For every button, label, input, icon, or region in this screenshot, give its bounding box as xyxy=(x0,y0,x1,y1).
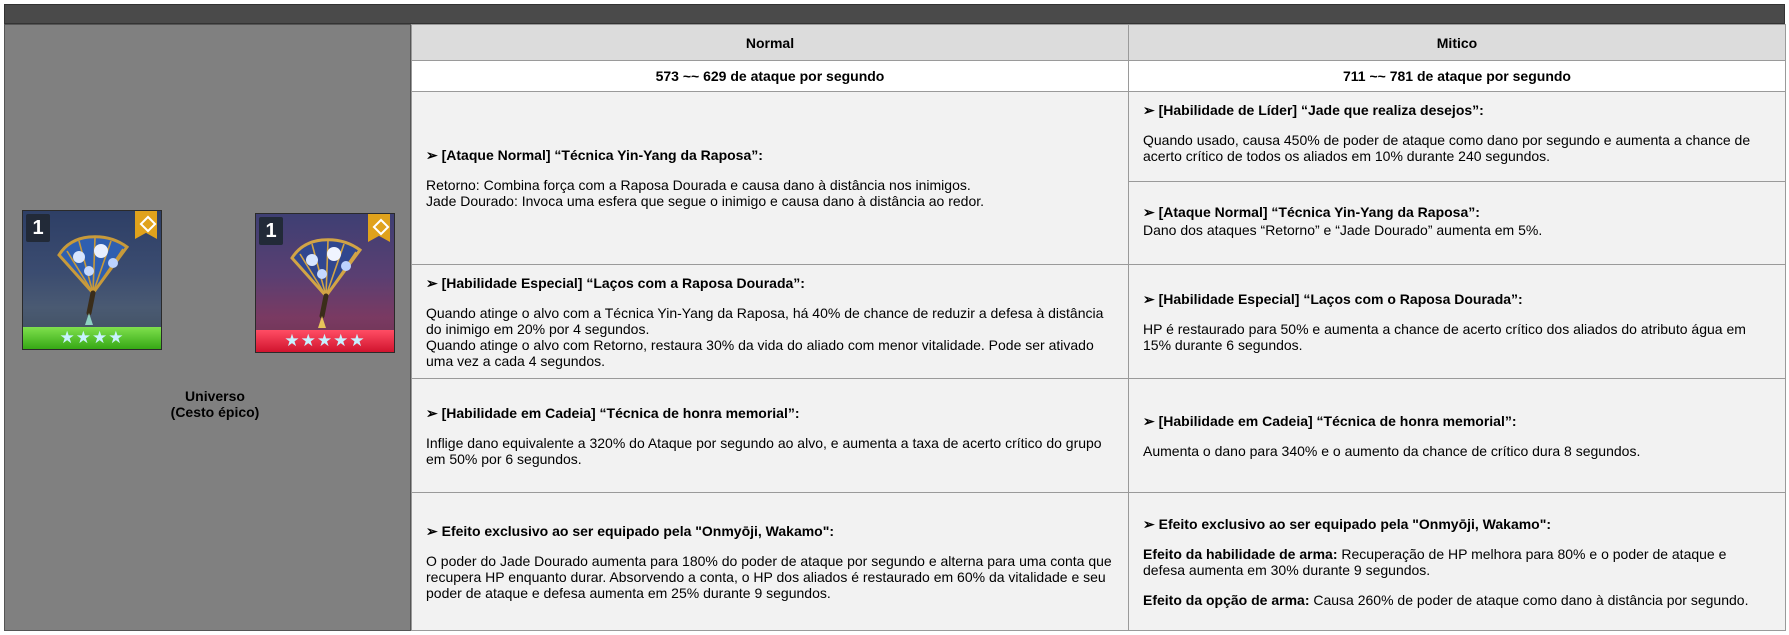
leader-skill-block xyxy=(1129,92,1785,181)
item-card-normal xyxy=(22,210,162,350)
normal-attack-bonus-block xyxy=(1129,181,1785,264)
mythic-special-skill-cell xyxy=(1129,265,1786,379)
effect-label: Efeito da habilidade de arma: xyxy=(1143,545,1338,562)
item-name-line1: Universo xyxy=(185,388,245,404)
skill-title: ➢ [Habilidade em Cadeia] “Técnica de honra memorial”: xyxy=(1143,412,1517,429)
skill-text: Retorno: Combina força com a Raposa Dourada e causa dano à distância nos inimigos. xyxy=(426,177,971,193)
star-rating: ★★★★★ xyxy=(256,330,394,352)
skill-text: HP é restaurado para 50% e aumenta a chance de acerto crítico dos aliados do atributo água em 15% durante 6 segundos. xyxy=(1143,320,1746,353)
weapon-skill-effect xyxy=(1143,546,1771,578)
skill-text: Jade Dourado: Invoca uma esfera que segue o inimigo e causa dano à distância ao redor. xyxy=(426,193,985,209)
skill-title: ➢ [Ataque Normal] “Técnica Yin-Yang da Raposa”: xyxy=(1143,204,1480,220)
skill-title: ➢ [Habilidade Especial] “Laços com o Raposa Dourada”: xyxy=(1143,290,1523,307)
attack-mythic: 711 ~~ 781 de ataque por segundo xyxy=(1129,61,1786,92)
mythic-leader-cell xyxy=(1129,92,1786,265)
skill-text: Inflige dano equivalente a 320% do Ataque por segundo ao alvo, e aumenta a taxa de acerto crítico do grupo em 50% por 6 segundos. xyxy=(426,434,1102,467)
mythic-exclusive-effect-cell xyxy=(1129,493,1786,631)
skill-text: Dano dos ataques “Retorno” e “Jade Dourado” aumenta em 5%. xyxy=(1143,222,1543,238)
top-header-bar xyxy=(4,4,1785,24)
attack-normal: 573 ~~ 629 de ataque por segundo xyxy=(412,61,1129,92)
effect-text: Recuperação de HP melhora para 80% e o poder de ataque e defesa aumenta em 30% durante 9 segundos. xyxy=(1143,545,1727,578)
fan-weapon-icon xyxy=(282,236,372,332)
skill-title: ➢ [Habilidade em Cadeia] “Técnica de honra memorial”: xyxy=(426,404,800,421)
item-panel xyxy=(4,24,411,631)
effect-text: Causa 260% de poder de ataque como dano à distância por segundo. xyxy=(1309,591,1749,608)
item-name xyxy=(145,388,285,420)
mythic-chain-skill-cell xyxy=(1129,379,1786,493)
normal-attack-cell xyxy=(412,92,1129,265)
bookmark-icon xyxy=(368,214,390,242)
weapon-info-table xyxy=(411,24,1786,631)
item-card-mythic xyxy=(255,213,395,353)
header-normal: Normal xyxy=(412,25,1129,61)
skill-text: Quando usado, causa 450% de poder de ataque como dano por segundo e aumenta a chance de acerto crítico de todos os aliados em 10% durante 240 segundos. xyxy=(1143,132,1751,164)
weapon-option-effect xyxy=(1143,592,1771,608)
fan-weapon-icon xyxy=(49,233,139,329)
item-name-line2: (Cesto épico) xyxy=(170,404,260,420)
bookmark-icon xyxy=(135,211,157,239)
level-badge: 1 xyxy=(26,214,50,242)
skill-title: ➢ [Ataque Normal] “Técnica Yin-Yang da Raposa”: xyxy=(426,147,763,163)
star-rating: ★★★★ xyxy=(23,327,161,349)
exclusive-effect-cell xyxy=(412,493,1129,631)
level-badge: 1 xyxy=(259,217,283,245)
chain-skill-cell xyxy=(412,379,1129,493)
skill-title: ➢ Efeito exclusivo ao ser equipado pela "Onmyōji, Wakamo": xyxy=(1143,515,1552,532)
skill-text: O poder do Jade Dourado aumenta para 180% do poder de ataque por segundo e alterna para uma conta que recupera HP enquanto durar. Absorvendo a conta, o HP dos aliados é restaurado em 60% da vitalidade e seu poder de ataque e defesa aumenta em 25% durante 9 segundos. xyxy=(426,552,1112,601)
special-skill-cell xyxy=(412,265,1129,379)
effect-label: Efeito da opção de arma: xyxy=(1143,591,1310,608)
skill-title: ➢ [Habilidade Especial] “Laços com a Raposa Dourada”: xyxy=(426,274,805,291)
skill-text: Aumenta o dano para 340% e o aumento da chance de crítico dura 8 segundos. xyxy=(1143,442,1641,459)
skill-text: Quando atinge o alvo com Retorno, restaura 30% da vida do aliado com menor vitalidade. Pode ser ativado uma vez a cada 4 segundos. xyxy=(426,336,1094,369)
skill-title: ➢ Efeito exclusivo ao ser equipado pela "Onmyōji, Wakamo": xyxy=(426,522,835,539)
skill-text: Quando atinge o alvo com a Técnica Yin-Yang da Raposa, há 40% de chance de reduzir a defesa à distância do inimigo em 20% por 4 segundos. xyxy=(426,304,1104,337)
header-mythic: Mitico xyxy=(1129,25,1786,61)
skill-title: ➢ [Habilidade de Líder] “Jade que realiza desejos”: xyxy=(1143,102,1484,118)
